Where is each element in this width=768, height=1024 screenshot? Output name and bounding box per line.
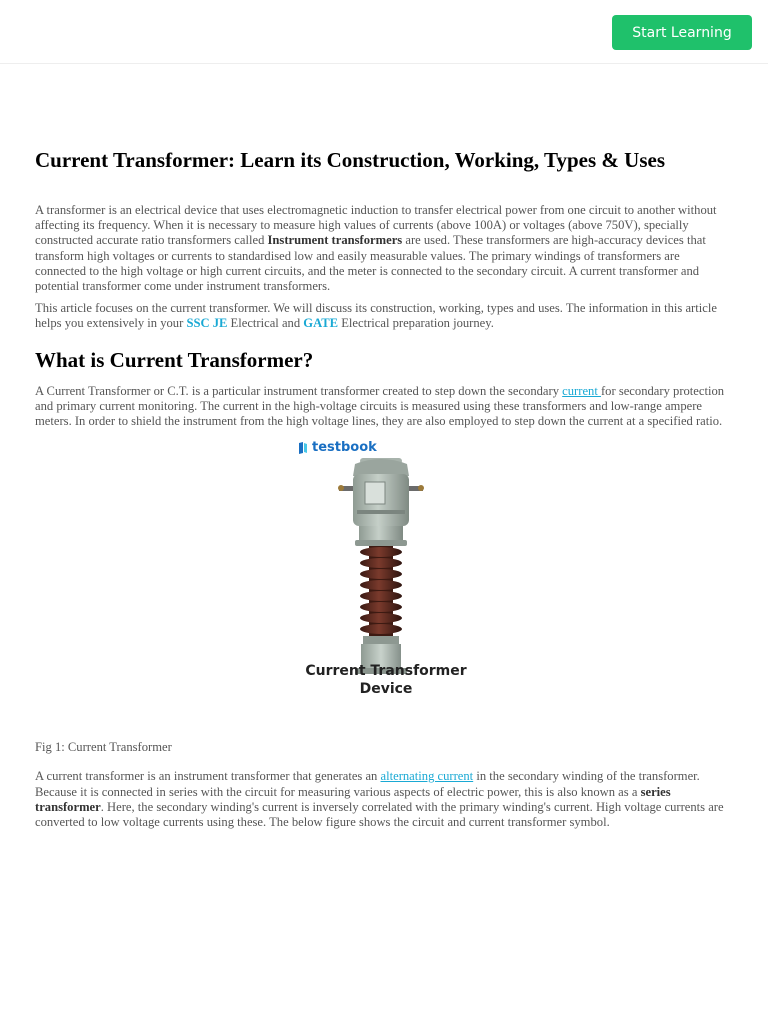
testbook-logo xyxy=(298,440,377,455)
intro-paragraph-1 xyxy=(35,203,733,294)
intro2-text-a: This article focuses on the current transformer. We will discuss its construction, working, types and uses. The information in this article helps you extensively in your xyxy=(35,301,717,331)
top-bar xyxy=(0,0,768,64)
s1p2-text-c: . Here, the secondary winding's current is inversely correlated with the primary winding's current. High voltage currents are converted to low voltage currents using these. The below figure shows the circuit and current transformer symbol. xyxy=(35,799,724,830)
ssc-je-link[interactable]: SSC JE xyxy=(186,316,228,331)
current-transformer-figure xyxy=(35,436,733,736)
testbook-logo-icon xyxy=(298,442,308,454)
figure-caption: Fig 1: Current Transformer xyxy=(35,740,172,755)
start-learning-button[interactable]: Start Learning xyxy=(612,15,752,50)
current-link[interactable]: current xyxy=(562,383,601,398)
testbook-logo-text: testbook xyxy=(312,440,377,456)
s1-text-b: for secondary protection and primary current monitoring. The current in the high-voltage circuits is measured using these transformers and low-range ampere meters. In order to shield the instrument from the high voltage lines, they are also employed to step down the current at a specified ratio. xyxy=(35,383,725,429)
intro2-text-b: Electrical and xyxy=(227,316,304,331)
section1-paragraph-2 xyxy=(35,769,733,830)
device-label xyxy=(265,662,507,698)
current-transformer-device-image xyxy=(35,456,733,686)
alternating-current-link[interactable]: alternating current xyxy=(380,769,474,784)
s1p2-text-a: A current transformer is an instrument transformer that generates an xyxy=(35,769,381,784)
page-title: Current Transformer: Learn its Construction, Working, Types & Uses xyxy=(35,148,665,172)
instrument-transformers-bold: Instrument transformers xyxy=(267,233,403,248)
section-heading-what-is-ct: What is Current Transformer? xyxy=(35,347,314,372)
s1p2-text-b: in the secondary winding of the transformer. Because it is connected in series with the circuit for measuring various aspects of electric power, this is also known as a xyxy=(35,769,700,799)
intro2-text-c: Electrical preparation journey. xyxy=(338,316,494,331)
device-label-line-1: Current Transformer xyxy=(305,663,467,680)
intro-text-a: A transformer is an electrical device that uses electromagnetic induction to transfer electrical power from one circuit to another without affecting its frequency. When it is necessary to measure high values of currents (above 100A) or voltages (above 750V), specially constructed accurate ratio transformers called xyxy=(35,203,717,248)
series-transformer-bold: series transformer xyxy=(35,784,671,814)
article xyxy=(35,146,733,837)
section1-paragraph-1 xyxy=(35,384,733,430)
intro-text-b: are used. These transformers are high-accuracy devices that transform high voltages or currents to standardised low and easily measurable values. The primary windings of transformers are connected to the high voltage or high current circuits, and the meter is connected to the secondary circuit. A current transformer and potential transformer come under instrument transformers. xyxy=(35,233,706,294)
intro-paragraph-2 xyxy=(35,301,733,331)
s1-text-a: A Current Transformer or C.T. is a particular instrument transformer created to step down the secondary xyxy=(35,383,563,398)
device-label-line-2: Device xyxy=(359,681,413,698)
gate-link[interactable]: GATE xyxy=(303,316,339,331)
